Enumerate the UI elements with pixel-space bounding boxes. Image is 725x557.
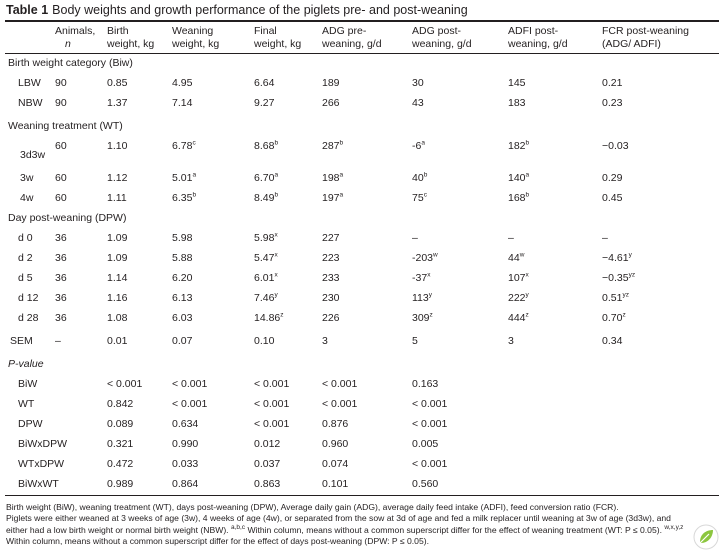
cell-weaning-weight: < 0.001 — [172, 378, 208, 390]
header-rule — [5, 53, 719, 54]
superscript-adg-pre: a — [339, 171, 344, 179]
header-final-unit: weight, kg — [254, 38, 302, 50]
superscript-weaning-weight: a — [192, 171, 197, 179]
cell-birth-weight: 1.08 — [107, 312, 128, 324]
cell-fcr-post: 0.34 — [602, 335, 623, 347]
cell-adg-pre-wrap — [322, 192, 343, 205]
cell-adg-pre: 197 — [322, 192, 340, 204]
superscript-adg-post: z — [429, 311, 433, 319]
cell-adfi-post-wrap — [508, 292, 529, 305]
cell-adg-pre: < 0.001 — [322, 398, 358, 410]
cell-adg-post: 0.163 — [412, 378, 439, 390]
cell-label: DPW — [18, 418, 43, 430]
cell-fcr-post: −0.35 — [602, 272, 629, 284]
cell-weaning-weight-wrap — [172, 140, 196, 153]
cell-birth-weight: 1.11 — [107, 192, 127, 204]
cell-final-weight-wrap — [254, 140, 278, 153]
cell-adfi-post: 140 — [508, 172, 526, 184]
superscript-fcr-post: yz — [622, 291, 629, 299]
cell-animals: 90 — [55, 97, 67, 109]
table-footnote — [6, 502, 686, 547]
cell-birth-weight: < 0.001 — [107, 378, 143, 390]
cell-label: BiW — [18, 378, 38, 390]
cell-fcr-post-wrap — [602, 272, 635, 285]
header-adfi: ADFI post- — [508, 25, 559, 37]
cell-fcr-post: −4.61 — [602, 252, 629, 264]
cell-adg-post: 43 — [412, 97, 424, 109]
cell-adg-post-wrap — [412, 292, 432, 305]
superscript-adfi-post: y — [525, 291, 529, 299]
cell-adg-post-wrap — [412, 312, 433, 325]
cell-adg-pre: < 0.001 — [322, 378, 358, 390]
superscript-adfi-post: b — [525, 139, 530, 147]
cell-fcr-post: 0.29 — [602, 172, 623, 184]
cell-adg-post: -6 — [412, 140, 422, 152]
cell-label: WT — [18, 398, 35, 410]
cell-final-weight: 6.01 — [254, 272, 275, 284]
cell-weaning-weight: 6.78 — [172, 140, 193, 152]
cell-adg-post: – — [412, 232, 418, 244]
superscript-adfi-post: a — [525, 171, 530, 179]
cell-final-weight: 5.98 — [254, 232, 275, 244]
cell-label: 3w — [20, 172, 34, 184]
cell-final-weight: 8.49 — [254, 192, 275, 204]
cell-adg-post: 30 — [412, 77, 424, 89]
superscript-adg-pre: b — [339, 139, 344, 147]
cell-birth-weight: 0.842 — [107, 398, 134, 410]
cell-final-weight: 6.64 — [254, 77, 275, 89]
header-adg-pre-unit: weaning, g/d — [322, 38, 382, 50]
cell-adg-pre: 0.101 — [322, 478, 349, 490]
cell-adfi-post: 3 — [508, 335, 514, 347]
superscript-fcr-post: z — [622, 311, 626, 319]
cell-final-weight-wrap — [254, 232, 278, 245]
cell-birth-weight: 1.12 — [107, 172, 128, 184]
cell-birth-weight: 0.85 — [107, 77, 128, 89]
cell-label: 3d3w — [20, 149, 46, 161]
cell-adfi-post: 145 — [508, 77, 526, 89]
cell-final-weight: 0.863 — [254, 478, 281, 490]
cell-birth-weight: 1.09 — [107, 232, 128, 244]
cell-weaning-weight: 0.864 — [172, 478, 199, 490]
cell-weaning-weight: 6.13 — [172, 292, 193, 304]
cell-final-weight-wrap — [254, 172, 278, 185]
cell-adfi-post-wrap — [508, 140, 529, 153]
cell-fcr-post: 0.51 — [602, 292, 623, 304]
cell-adg-pre: 266 — [322, 97, 340, 109]
cell-birth-weight: 0.089 — [107, 418, 134, 430]
cell-weaning-weight-wrap — [172, 192, 196, 205]
superscript-final-weight: x — [274, 251, 278, 259]
superscript-adfi-post: w — [519, 251, 525, 259]
cell-adg-post: < 0.001 — [412, 458, 448, 470]
superscript-fcr-post: y — [628, 251, 632, 259]
cell-animals: 36 — [55, 252, 67, 264]
cell-fcr-post: −0.03 — [602, 140, 629, 152]
cell-label: WTxDPW — [18, 458, 65, 470]
cell-adg-post-wrap — [412, 172, 427, 185]
cell-adg-post: -203 — [412, 252, 434, 264]
superscript-final-weight: b — [274, 139, 279, 147]
cell-adg-post: 113 — [412, 292, 429, 304]
cell-adg-post: 40 — [412, 172, 424, 184]
cell-adg-post-wrap — [412, 252, 438, 265]
cell-label: BiWxDPW — [18, 438, 67, 450]
cell-label: d 28 — [18, 312, 39, 324]
cell-weaning-weight: 5.88 — [172, 252, 193, 264]
table-title — [6, 3, 468, 17]
cell-adg-post: 0.005 — [412, 438, 439, 450]
cell-adfi-post: 168 — [508, 192, 526, 204]
cell-adfi-post-wrap — [508, 252, 524, 265]
cell-label: d 2 — [18, 252, 33, 264]
cell-weaning-weight: 0.990 — [172, 438, 199, 450]
cell-label: d 0 — [18, 232, 33, 244]
superscript-adfi-post: b — [525, 191, 530, 199]
cell-adg-post: < 0.001 — [412, 418, 448, 430]
cell-adg-pre: 233 — [322, 272, 340, 284]
cell-final-weight: 8.68 — [254, 140, 275, 152]
superscript-final-weight: z — [280, 311, 284, 319]
superscript-adg-pre: a — [339, 191, 344, 199]
superscript-final-weight: x — [274, 231, 278, 239]
header-animals-unit: n — [65, 38, 71, 50]
superscript-adg-post: w — [433, 251, 438, 259]
cell-adg-pre: 227 — [322, 232, 340, 244]
cell-weaning-weight: 6.20 — [172, 272, 193, 284]
header-birth-unit: weight, kg — [107, 38, 155, 50]
cell-birth-weight: 1.37 — [107, 97, 128, 109]
superscript-weaning-weight: c — [192, 139, 196, 147]
cell-adg-pre: 3 — [322, 335, 328, 347]
header-weaning: Weaning — [172, 25, 214, 37]
cell-animals: 36 — [55, 312, 67, 324]
leaf-logo-icon — [693, 524, 719, 550]
cell-animals: 60 — [55, 192, 67, 204]
cell-weaning-weight: 6.35 — [172, 192, 193, 204]
header-weaning-unit: weight, kg — [172, 38, 220, 50]
cell-adg-pre: 198 — [322, 172, 340, 184]
header-final: Final — [254, 25, 277, 37]
cell-final-weight: 7.46 — [254, 292, 275, 304]
cell-final-weight-wrap — [254, 312, 284, 325]
cell-adg-post: 5 — [412, 335, 418, 347]
cell-adfi-post: 444 — [508, 312, 526, 324]
footnote-details: Piglets were either weaned at 3 weeks of age (3w), 4 weeks of age (4w), or separated from the sow at 3d of age and fed a milk replacer until weaning at 3w of age (3d3w), and either had a low birth weight or normal birth weight (NBW). $^{a,b,c}$ Within column, means without a common superscript differ for the effect of weaning treatment (WT: P ≤ 0.05). $^{w,x,y,z}$ Within column, means without a common superscript differ for the effect of days post-weaning (DPW: P ≤ 0.05). — [6, 513, 684, 546]
cell-animals: 36 — [55, 272, 67, 284]
superscript-adg-post: c — [423, 191, 427, 199]
cell-adg-post: 0.560 — [412, 478, 439, 490]
header-adg-pre: ADG pre- — [322, 25, 367, 37]
table-caption: Body weights and growth performance of the piglets pre- and post-weaning — [52, 3, 468, 17]
cell-label: d 5 — [18, 272, 33, 284]
header-adg-post-unit: weaning, g/d — [412, 38, 472, 50]
cell-birth-weight: 1.10 — [107, 140, 128, 152]
cell-birth-weight: 0.01 — [107, 335, 128, 347]
cell-final-weight: 0.10 — [254, 335, 275, 347]
cell-adg-pre-wrap — [322, 140, 343, 153]
superscript-adg-post: y — [428, 291, 432, 299]
cell-adg-pre: 0.960 — [322, 438, 349, 450]
cell-adfi-post: – — [508, 232, 514, 244]
cell-adg-pre: 230 — [322, 292, 340, 304]
cell-weaning-weight: 0.634 — [172, 418, 199, 430]
cell-adfi-post-wrap — [508, 172, 529, 185]
cell-weaning-weight: 6.03 — [172, 312, 193, 324]
cell-adfi-post: 222 — [508, 292, 526, 304]
cell-birth-weight: 0.321 — [107, 438, 134, 450]
cell-fcr-post-wrap — [602, 312, 626, 325]
cell-adg-pre: 287 — [322, 140, 340, 152]
cell-birth-weight: 0.472 — [107, 458, 134, 470]
cell-birth-weight: 1.09 — [107, 252, 128, 264]
superscript-adg-post: b — [423, 171, 428, 179]
cell-adg-pre-wrap — [322, 172, 343, 185]
superscript-adfi-post: x — [525, 271, 529, 279]
cell-final-weight: < 0.001 — [254, 418, 290, 430]
cell-label: SEM — [10, 335, 33, 347]
cell-final-weight: 0.012 — [254, 438, 281, 450]
bottom-rule — [5, 495, 719, 496]
cell-weaning-weight: 5.98 — [172, 232, 193, 244]
cell-label: LBW — [18, 77, 41, 89]
cell-label: NBW — [18, 97, 43, 109]
cell-final-weight: 5.47 — [254, 252, 275, 264]
cell-adg-post: 309 — [412, 312, 430, 324]
cell-final-weight: 9.27 — [254, 97, 275, 109]
cell-adg-post: < 0.001 — [412, 398, 448, 410]
cell-birth-weight: 0.989 — [107, 478, 134, 490]
cell-birth-weight: 1.16 — [107, 292, 128, 304]
cell-adfi-post-wrap — [508, 192, 529, 205]
cell-final-weight: 6.70 — [254, 172, 275, 184]
cell-adg-post: 75 — [412, 192, 424, 204]
cell-animals: – — [55, 335, 61, 347]
cell-animals: 36 — [55, 232, 67, 244]
superscript-final-weight: b — [274, 191, 279, 199]
cell-adfi-post: 44 — [508, 252, 520, 264]
cell-final-weight-wrap — [254, 272, 278, 285]
header-animals: Animals, — [55, 25, 96, 37]
cell-animals: 60 — [55, 172, 67, 184]
cell-final-weight-wrap — [254, 192, 278, 205]
cell-fcr-post: – — [602, 232, 608, 244]
superscript-final-weight: x — [274, 271, 278, 279]
cell-adg-pre: 0.074 — [322, 458, 349, 470]
cell-weaning-weight-wrap — [172, 172, 196, 185]
cell-adg-post-wrap — [412, 140, 425, 153]
cell-adfi-post-wrap — [508, 272, 529, 285]
cell-adg-post: -37 — [412, 272, 428, 284]
cell-adg-pre: 223 — [322, 252, 340, 264]
header-adfi-unit: weaning, g/d — [508, 38, 568, 50]
superscript-weaning-weight: b — [192, 191, 197, 199]
header-adg-post: ADG post- — [412, 25, 462, 37]
footnote-abbreviations: Birth weight (BiW), weaning treatment (WT), days post-weaning (DPW), Average daily gain (ADG), average daily feed intake (ADFI), feed conversion ratio (FCR). — [6, 502, 619, 512]
cell-adg-pre: 226 — [322, 312, 340, 324]
cell-adfi-post: 182 — [508, 140, 526, 152]
cell-final-weight: 14.86 — [254, 312, 281, 324]
cell-weaning-weight: 0.07 — [172, 335, 193, 347]
cell-final-weight: < 0.001 — [254, 378, 290, 390]
cell-fcr-post: 0.23 — [602, 97, 623, 109]
cell-adfi-post: 107 — [508, 272, 526, 284]
table-label: Table 1 — [6, 3, 49, 17]
cell-adg-post-wrap — [412, 192, 427, 205]
header-fcr-unit: (ADG/ ADFI) — [602, 38, 661, 50]
cell-weaning-weight: 0.033 — [172, 458, 199, 470]
cell-weaning-weight: 4.95 — [172, 77, 193, 89]
superscript-final-weight: y — [274, 291, 278, 299]
header-fcr: FCR post-weaning — [602, 25, 689, 37]
cell-label: BiWxWT — [18, 478, 59, 490]
cell-fcr-post-wrap — [602, 292, 629, 305]
cell-label: 4w — [20, 192, 34, 204]
superscript-adg-post: x — [427, 271, 431, 279]
cell-birth-weight: 1.14 — [107, 272, 128, 284]
cell-weaning-weight: < 0.001 — [172, 398, 208, 410]
cell-fcr-post: 0.45 — [602, 192, 623, 204]
superscript-fcr-post: yz — [628, 271, 636, 279]
superscript-adg-post: a — [421, 139, 425, 147]
superscript-final-weight: a — [274, 171, 279, 179]
cell-animals: 90 — [55, 77, 67, 89]
cell-fcr-post: 0.70 — [602, 312, 623, 324]
top-rule — [5, 20, 719, 22]
cell-fcr-post: 0.21 — [602, 77, 623, 89]
header-birth: Birth — [107, 25, 129, 37]
cell-label: d 12 — [18, 292, 39, 304]
cell-adg-post-wrap — [412, 272, 430, 285]
cell-weaning-weight: 5.01 — [172, 172, 193, 184]
cell-final-weight: 0.037 — [254, 458, 281, 470]
cell-weaning-weight: 7.14 — [172, 97, 193, 109]
cell-animals: 36 — [55, 292, 67, 304]
cell-final-weight: < 0.001 — [254, 398, 290, 410]
cell-adg-pre: 189 — [322, 77, 340, 89]
cell-adg-pre: 0.876 — [322, 418, 349, 430]
cell-final-weight-wrap — [254, 252, 278, 265]
cell-fcr-post-wrap — [602, 252, 632, 265]
cell-adfi-post: 183 — [508, 97, 526, 109]
cell-final-weight-wrap — [254, 292, 278, 305]
cell-adfi-post-wrap — [508, 312, 529, 325]
cell-animals: 60 — [55, 140, 67, 152]
superscript-adfi-post: z — [525, 311, 529, 319]
